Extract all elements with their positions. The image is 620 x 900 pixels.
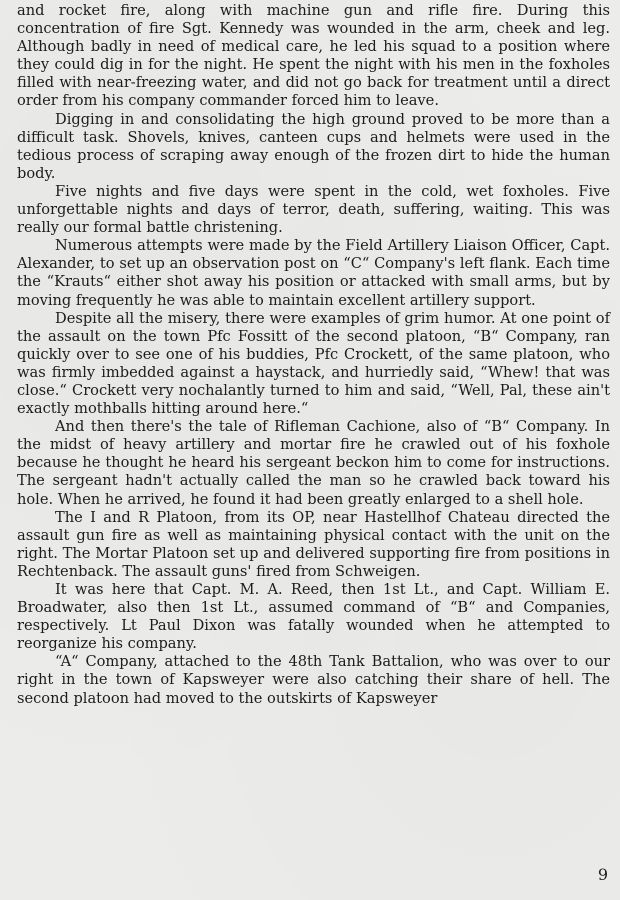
page-number: 9 <box>597 864 608 884</box>
paragraph-a-company: “A“ Company, attached to the 48th Tank Battalion, who was over to our right in the town of Kapsweyer were also catching their share of hell. The second platoon had moved to the outskirts of Kapsweyer <box>17 653 610 707</box>
paragraph-digging-in: Digging in and consolidating the high ground proved to be more than a difficult task. Shovels, knives, canteen cups and helmets were used in the tedious process of scraping away enough of the frozen dirt to hide the human body. <box>17 110 610 182</box>
paragraph-i-and-r-platoon: The I and R Platoon, from its OP, near Hastellhof Chateau directed the assault gun fire as well as maintaining physical contact with the unit on the right. The Mortar Platoon set up and delivered supporting fire from positions in Rechtenback. The assault guns' fired from Schweigen. <box>17 508 610 580</box>
paragraph-five-nights: Five nights and five days were spent in the cold, wet foxholes. Five unforgettable nights and days of terror, death, suffering, waiting. This was really our formal battle christening. <box>17 182 610 237</box>
paragraph-kennedy: and rocket fire, along with machine gun and rifle fire. During this concentration of fire Sgt. Kennedy was wounded in the arm, cheek and leg. Although badly in need of medical care, he led his squad to a position where they could dig in for the night. He spent the night with his men in the foxholes filled with near-freezing water, and did not go back for treatment until a direct order from his company commander forced him to leave. <box>17 2 610 110</box>
paragraph-command-change: It was here that Capt. M. A. Reed, then 1st Lt., and Capt. William E. Broadwater, also then 1st Lt., assumed command of “B“ and Companies, respectively. Lt Paul Dixon was fatally wounded when he attempted to reorganize his company. <box>17 581 610 653</box>
paragraph-observation-post: Numerous attempts were made by the Field Artillery Liaison Officer, Capt. Alexander, to set up an observation post on “C“ Company's left flank. Each time the “Krauts“ either shot away his position or attacked with small arms, but by moving frequently he was able to maintain excellent artillery support. <box>17 237 610 309</box>
paragraph-cachione: And then there's the tale of Rifleman Cachione, also of “B“ Company. In the midst of heavy artillery and mortar fire he crawled out of his foxhole because he thought he heard his sergeant beckon him to come for instructions. The sergeant hadn't actually called the man so he crawled back toward his hole. When he arrived, he found it had been greatly enlarged to a shell hole. <box>17 418 610 508</box>
paragraph-grim-humor: Despite all the misery, there were examples of grim humor. At one point of the assault on the town Pfc Fossitt of the second platoon, “B“ Company, ran quickly over to see one of his buddies, Pfc Crockett, of the same platoon, who was firmly imbedded against a haystack, and hurriedly said, “Whew! that was close.“ Crockett very nochalantly turned to him and said, “Well, Pal, these ain't exactly mothballs hitting around here.“ <box>17 309 610 418</box>
